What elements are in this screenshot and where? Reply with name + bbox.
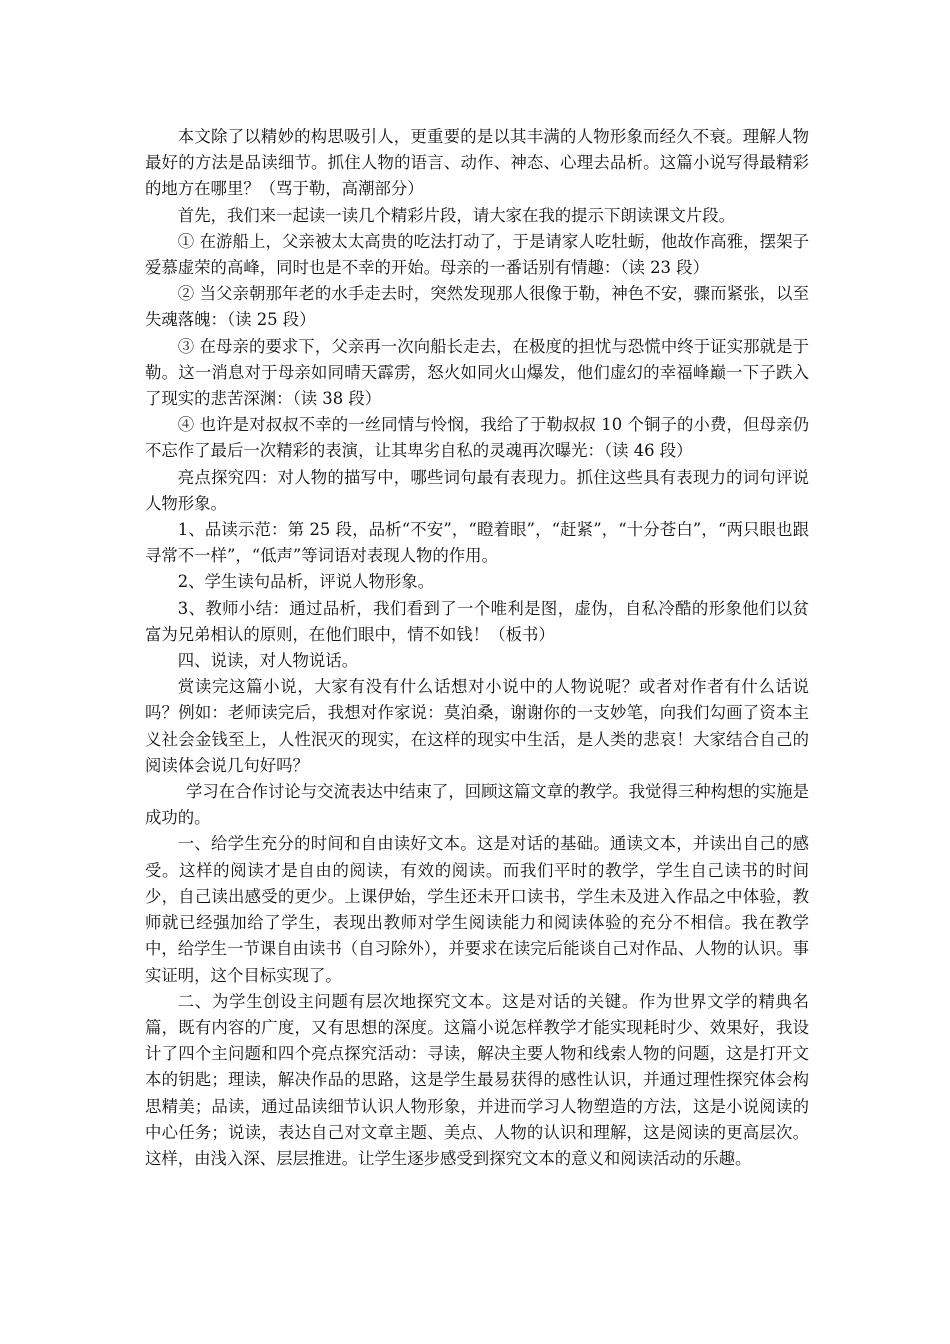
paragraph-intro: 本文除了以精妙的构思吸引人，更重要的是以其丰满的人物形象而经久不衰。理解人物最好的方法是品读细节。抓住人物的语言、动作、神态、心理去品析。这篇小说写得最精彩的地方在哪里？（骂于勒，高潮部分） bbox=[145, 127, 809, 199]
paragraph-step-3: 3、教师小结：通过品析，我们看到了一个唯利是图，虚伪，自私冷酷的形象他们以贫富为兄弟相认的原则，在他们眼中，情不如钱！（板书） bbox=[145, 598, 809, 644]
paragraph-step-2: 2、学生读句品析，评说人物形象。 bbox=[177, 572, 435, 592]
paragraph-speak-to-characters: 赏读完这篇小说，大家有没有什么话想对小说中的人物说呢？或者对作者有什么话说吗？例如：老师读完后，我想对作家说：莫泊桑，谢谢你的一支妙笔，向我们勾画了资本主义社会金钱至上，人性泯灭的现实，在这样的现实中生活，是人类的悲哀！大家结合自己的阅读体会说几句好吗？ bbox=[145, 677, 809, 775]
paragraph-reflection-two: 二、为学生创设主问题有层次地探究文本。这是对话的关键。作为世界文学的精典名篇，既有内容的广度，又有思想的深度。这篇小说怎样教学才能实现耗时少、效果好，我设计了四个主问题和四个亮点探究活动：寻读，解决主要人物和线索人物的问题，这是打开文本的钥匙；理读，解决作品的思路，这是学生最易获得的感性认识，并通过理性探究体会构思精美；品读，通过品读细节认识人物形象，并进而学习人物塑造的方法，这是小说阅读的中心任务；说读，表达自己对文章主题、美点、人物的认识和理解，这是阅读的更高层次。这样，由浅入深、层层推进。让学生逐步感受到探究文本的意义和阅读活动的乐趣。 bbox=[145, 991, 809, 1168]
paragraph-reflection-one: 一、给学生充分的时间和自由读好文本。这是对话的基础。通读文本，并读出自己的感受。这样的阅读才是自由的阅读，有效的阅读。而我们平时的教学，学生自己读书的时间少，自己读出感受的更少。上课伊始，学生还未开口读书，学生未及进入作品之中体验，教师就已经强加给了学生，表现出教师对学生阅读能力和阅读体验的充分不相信。我在教学中，给学生一节课自由读书（自习除外），并要求在读完后能谈自己对作品、人物的认识。事实证明，这个目标实现了。 bbox=[145, 834, 809, 985]
paragraph-reflection: 学习在合作讨论与交流表达中结束了，回顾这篇文章的教学。我觉得三种构想的实施是成功的。 bbox=[145, 782, 809, 828]
paragraph-excerpt-4: ④ 也许是对叔叔不幸的一丝同情与怜悯，我给了于勒叔叔 10 个铜子的小费，但母亲仍不忘作了最后一次精彩的表演，让其卑劣自私的灵魂再次曝光：（读 46 段） bbox=[145, 415, 809, 461]
paragraph-excerpt-2: ② 当父亲朝那年老的水手走去时，突然发现那人很像于勒，神色不安，骤而紧张，以至失魂落魄：（读 25 段） bbox=[145, 284, 809, 330]
paragraph-section-four: 四、说读，对人物说话。 bbox=[177, 651, 359, 671]
paragraph-reading-prompt: 首先，我们来一起读一读几个精彩片段，请大家在我的提示下朗读课文片段。 bbox=[177, 205, 736, 225]
document-body bbox=[145, 124, 809, 1172]
paragraph-highlight-four: 亮点探究四：对人物的描写中，哪些词句最有表现力。抓住这些具有表现力的词句评说人物形象。 bbox=[145, 467, 809, 513]
paragraph-step-1: 1、品读示范：第 25 段，品析“不安”，“瞪着眼”，“赶紧”，“十分苍白”，“两只眼也跟寻常不一样”，“低声”等词语对表现人物的作用。 bbox=[145, 520, 809, 566]
paragraph-excerpt-3: ③ 在母亲的要求下，父亲再一次向船长走去，在极度的担忧与恐慌中终于证实那就是于勒。这一消息对于母亲如同晴天霹雳，怒火如同火山爆发，他们虚幻的幸福峰巅一下子跌入了现实的悲苦深渊：（读 38 段） bbox=[145, 336, 809, 409]
paragraph-excerpt-1: ① 在游船上，父亲被太太高贵的吃法打动了，于是请家人吃牡蛎，他故作高雅，摆架子爱慕虚荣的高峰，同时也是不幸的开始。母亲的一番话别有情趣：（读 23 段） bbox=[145, 231, 809, 278]
